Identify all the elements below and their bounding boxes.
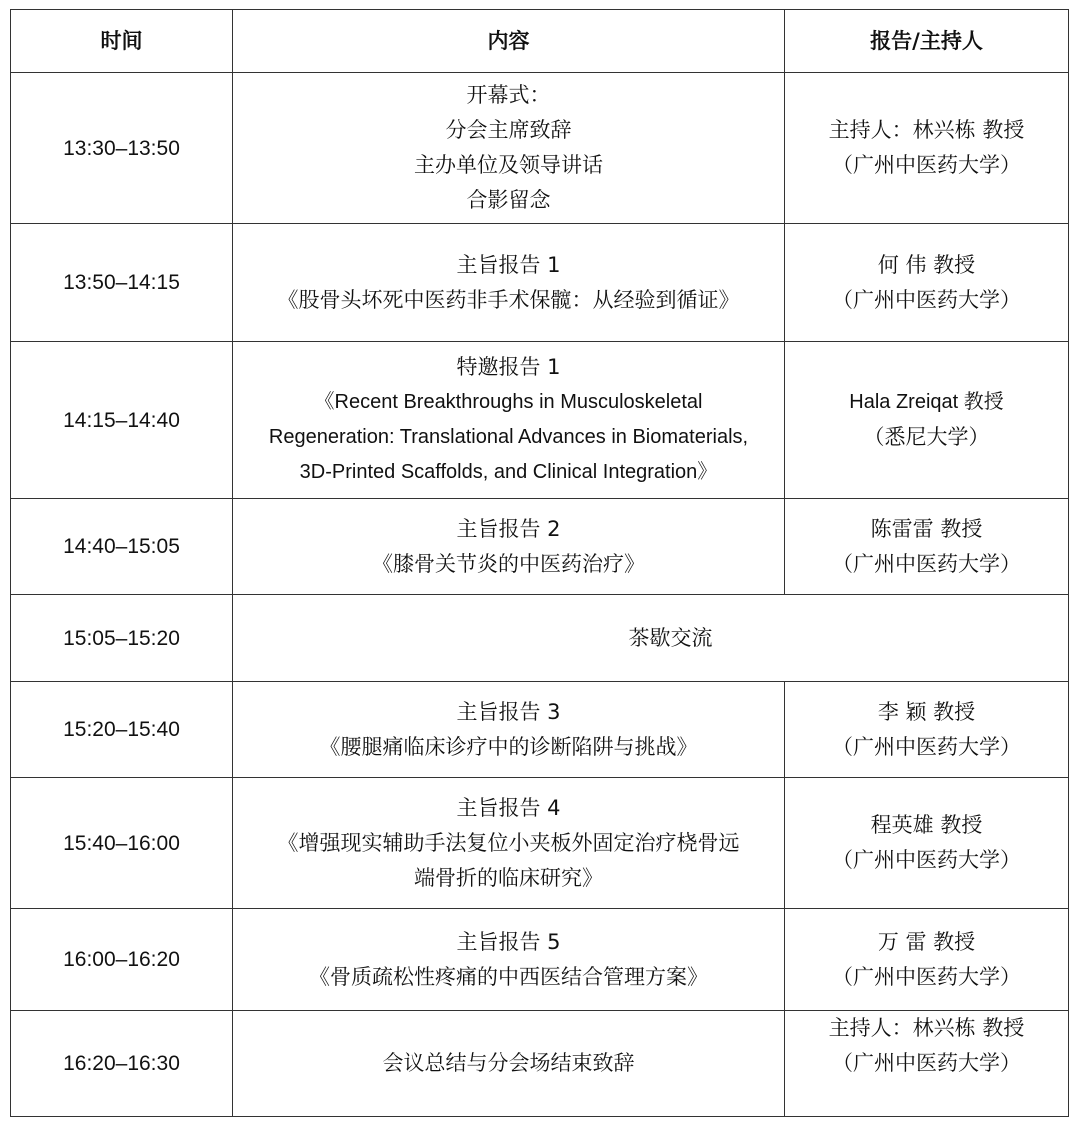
content-cell — [233, 909, 785, 1011]
speaker-cell — [785, 499, 1069, 595]
content-line: 开幕式： — [466, 83, 551, 107]
content-line: 《股骨头坏死中医药非手术保髋：从经验到循证》 — [277, 287, 740, 312]
content-cell — [233, 682, 785, 778]
content-cell — [233, 73, 785, 224]
time-cell: 14:15–14:40 — [11, 342, 233, 499]
speaker-name: 何 伟 教授 — [877, 252, 976, 277]
speaker-cell — [785, 1011, 1069, 1117]
speaker-affiliation: （广州中医药大学） — [832, 1051, 1021, 1075]
content-cell — [233, 224, 785, 342]
time-cell: 13:30–13:50 — [11, 73, 233, 224]
table-row — [11, 224, 1069, 342]
header-row — [11, 10, 1069, 73]
speaker-name: 陈雷雷 教授 — [870, 516, 983, 541]
speaker-affiliation: （广州中医药大学） — [832, 551, 1021, 576]
header-content: 内容 — [233, 10, 785, 73]
content-line: 《骨质疏松性疼痛的中西医结合管理方案》 — [309, 964, 708, 989]
speaker-name: 主持人：林兴栋 教授 — [828, 1016, 1025, 1040]
speaker-name: 李 颖 教授 — [877, 699, 976, 724]
table-row — [11, 73, 1069, 224]
time-cell: 15:40–16:00 — [11, 778, 233, 909]
table-row — [11, 682, 1069, 778]
speaker-affiliation: （广州中医药大学） — [832, 734, 1021, 759]
time-cell: 13:50–14:15 — [11, 224, 233, 342]
content-line: 《Recent Breakthroughs in Musculoskeletal — [314, 391, 703, 413]
header-speaker: 报告/主持人 — [785, 10, 1069, 73]
time-cell: 16:00–16:20 — [11, 909, 233, 1011]
content-line: 主旨报告 1 — [456, 252, 561, 277]
table-row — [11, 595, 1069, 682]
schedule-table — [10, 9, 1069, 1117]
break-cell — [233, 595, 1069, 682]
content-line: 主办单位及领导讲话 — [414, 153, 603, 177]
content-line: 《腰腿痛临床诊疗中的诊断陷阱与挑战》 — [319, 734, 698, 759]
content-line: 《膝骨关节炎的中医药治疗》 — [372, 551, 645, 576]
content-cell — [233, 342, 785, 499]
content-line: 合影留念 — [466, 188, 551, 212]
speaker-affiliation: （悉尼大学） — [863, 425, 990, 449]
time-cell: 16:20–16:30 — [11, 1011, 233, 1117]
content-line: 端骨折的临床研究》 — [414, 865, 603, 890]
time-cell: 14:40–15:05 — [11, 499, 233, 595]
speaker-cell — [785, 682, 1069, 778]
break-label: 茶歇交流 — [628, 625, 713, 650]
content-line: 主旨报告 4 — [456, 795, 561, 820]
table-row — [11, 909, 1069, 1011]
header-time: 时间 — [11, 10, 233, 73]
content-line: 特邀报告 1 — [456, 355, 561, 379]
content-line: 主旨报告 2 — [456, 516, 561, 541]
content-line: 主旨报告 3 — [456, 699, 561, 724]
content-cell — [233, 499, 785, 595]
speaker-cell — [785, 342, 1069, 499]
speaker-name: Hala Zreiqat 教授 — [849, 391, 1004, 413]
speaker-cell — [785, 778, 1069, 909]
content-line: 主旨报告 5 — [456, 929, 561, 954]
content-line: Regeneration: Translational Advances in Biomaterials, — [268, 426, 749, 448]
time-cell: 15:05–15:20 — [11, 595, 233, 682]
content-cell — [233, 778, 785, 909]
table-row — [11, 342, 1069, 499]
content-line: 3D-Printed Scaffolds, and Clinical Integration》 — [299, 461, 718, 483]
table-row — [11, 778, 1069, 909]
table-row — [11, 499, 1069, 595]
speaker-affiliation: （广州中医药大学） — [832, 287, 1021, 312]
speaker-affiliation: （广州中医药大学） — [832, 848, 1021, 872]
content-line: 会议总结与分会场结束致辞 — [382, 1051, 635, 1075]
speaker-cell — [785, 224, 1069, 342]
speaker-name: 主持人：林兴栋 教授 — [828, 118, 1025, 142]
time-cell: 15:20–15:40 — [11, 682, 233, 778]
speaker-affiliation: （广州中医药大学） — [832, 153, 1021, 177]
speaker-name: 万 雷 教授 — [877, 929, 976, 954]
speaker-name: 程英雄 教授 — [870, 813, 983, 837]
speaker-affiliation: （广州中医药大学） — [832, 964, 1021, 989]
content-line: 分会主席致辞 — [445, 118, 572, 142]
speaker-cell — [785, 909, 1069, 1011]
speaker-cell — [785, 73, 1069, 224]
content-line: 《增强现实辅助手法复位小夹板外固定治疗桡骨远 — [277, 830, 740, 855]
content-cell — [233, 1011, 785, 1117]
table-row — [11, 1011, 1069, 1117]
